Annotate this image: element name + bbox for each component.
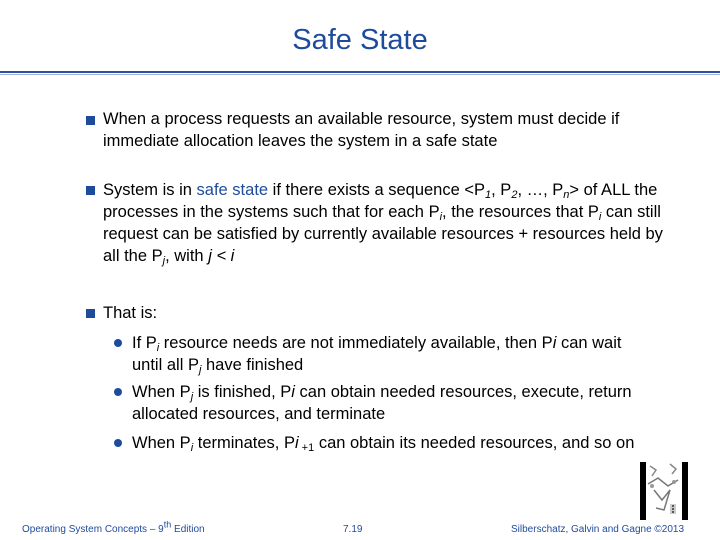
footer-page-number: 7.19	[343, 524, 363, 535]
bullet-square-icon	[86, 116, 95, 125]
sub-bullet-2-text: When $P_j$ is finished, Pi can obtain needed resources, execute, return allocated resources, and terminate	[132, 383, 632, 423]
title-rule-thin	[0, 74, 720, 75]
sub-bullet-dot-icon	[114, 339, 122, 347]
footer-right: Silberschatz, Galvin and Gagne ©2013	[511, 524, 685, 535]
dinosaur-logo-icon	[640, 460, 688, 522]
bullet-square-icon	[86, 186, 95, 195]
bullet-3-text: That is:	[103, 304, 158, 322]
sub-bullet-1-text: If $P_i$ resource needs are not immediately available, then Pi can wait until all $P_j$ have finished	[132, 334, 622, 376]
bullet-1-text: When a process requests an available resource, system must decide if immediate allocation leaves the system in a safe state	[103, 110, 620, 150]
sub-bullet-dot-icon	[114, 439, 122, 447]
title-rule	[0, 71, 720, 73]
sub-bullet-dot-icon	[114, 388, 122, 396]
slide-title: Safe State	[292, 24, 428, 56]
footer-left: Operating System Concepts – 9th Edition	[22, 519, 205, 535]
safe-state-term: safe state	[196, 181, 269, 199]
bullet-square-icon	[86, 309, 95, 318]
sub-bullet-3-text: When $P_i$ terminates, Pi $_{+1}$ can obtain its needed resources, and so on	[132, 434, 635, 454]
bullet-2-text: System is in safe state if there exists a sequence $<P_1$, $P_2$, …, $P_n>$ of ALL the processes in the systems such that for each $P_i$, the resources that $P_i$ can still request can be satisfied by currently available resources + resources held by all the $P_j$, with j < i	[103, 181, 663, 267]
